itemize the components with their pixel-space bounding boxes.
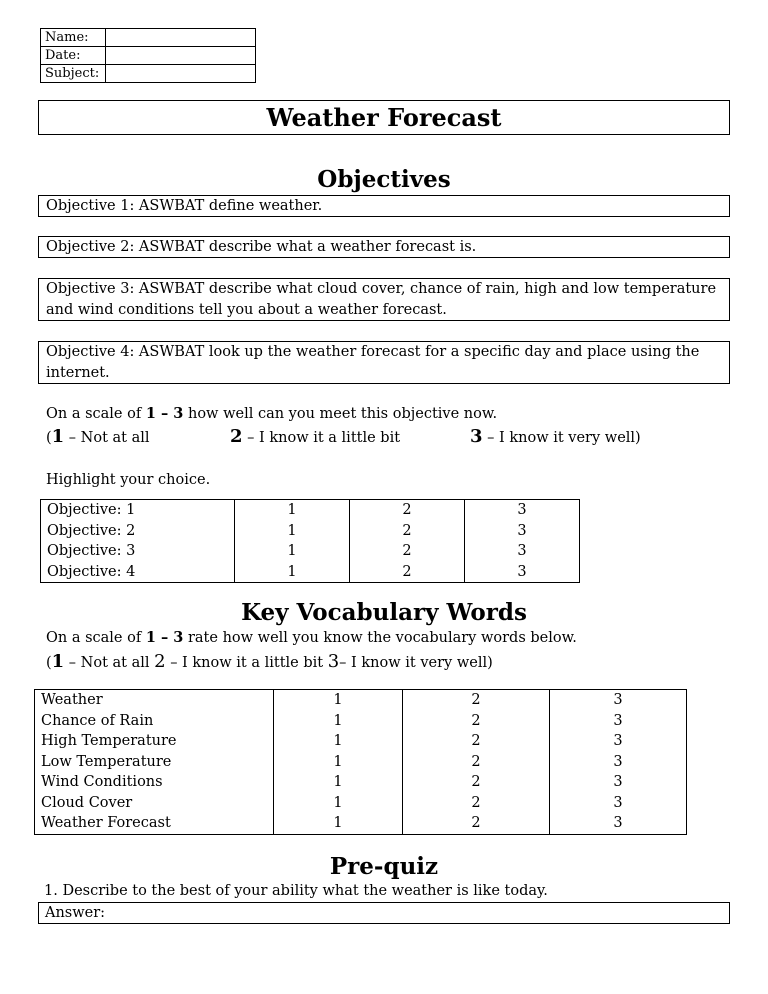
answer-box[interactable] xyxy=(38,902,730,924)
student-info-table xyxy=(40,28,256,83)
objective-3: Objective 3: ASWBAT describe what cloud cover, chance of rain, high and low temperature and wind conditions tell you about a weather forecast. xyxy=(38,278,730,321)
vocabulary-word: Chance of Rain xyxy=(35,711,274,732)
vocabulary-row xyxy=(35,711,687,732)
rating-option-3[interactable]: 3 xyxy=(550,690,687,711)
name-label: Name: xyxy=(41,29,106,47)
subject-field[interactable] xyxy=(106,65,256,83)
rating-option-3[interactable]: 3 xyxy=(550,731,687,752)
objective-rating-row xyxy=(41,500,580,521)
vocabulary-word: Weather Forecast xyxy=(35,813,274,834)
objective-1: Objective 1: ASWBAT define weather. xyxy=(38,195,730,217)
rating-option-1[interactable]: 1 xyxy=(274,813,403,834)
objective-rating-row xyxy=(41,541,580,562)
objective-rating-table xyxy=(40,499,580,583)
name-field[interactable] xyxy=(106,29,256,47)
rating-option-2[interactable]: 2 xyxy=(403,793,550,814)
prequiz-heading: Pre-quiz xyxy=(329,853,439,880)
objective-2: Objective 2: ASWBAT describe what a weather forecast is. xyxy=(38,236,730,258)
date-label: Date: xyxy=(41,47,106,65)
rating-option-1[interactable]: 1 xyxy=(274,793,403,814)
objective-rating-label: Objective: 2 xyxy=(41,521,235,542)
vocabulary-instruction: On a scale of 1 – 3 rate how well you know the vocabulary words below. xyxy=(46,629,577,646)
vocabulary-word: Cloud Cover xyxy=(35,793,274,814)
rating-option-3[interactable]: 3 xyxy=(550,711,687,732)
vocabulary-row xyxy=(35,752,687,773)
rating-option-1[interactable]: 1 xyxy=(235,500,350,521)
rating-option-3[interactable]: 3 xyxy=(550,793,687,814)
rating-option-1[interactable]: 1 xyxy=(274,690,403,711)
vocabulary-word: Weather xyxy=(35,690,274,711)
objective-4: Objective 4: ASWBAT look up the weather forecast for a specific day and place using the internet. xyxy=(38,341,730,384)
objectives-heading: Objectives xyxy=(317,166,451,193)
scale-legend-2: 2 – I know it a little bit xyxy=(230,426,401,447)
rating-option-1[interactable]: 1 xyxy=(274,731,403,752)
vocabulary-scale-legend: (1 – Not at all 2 – I know it a little bit 3– I know it very well) xyxy=(46,651,493,672)
vocabulary-row xyxy=(35,772,687,793)
prequiz-question: 1. Describe to the best of your ability what the weather is like today. xyxy=(44,883,548,899)
rating-option-2[interactable]: 2 xyxy=(350,500,465,521)
rating-option-2[interactable]: 2 xyxy=(403,690,550,711)
vocabulary-word: Wind Conditions xyxy=(35,772,274,793)
rating-option-3[interactable]: 3 xyxy=(465,521,580,542)
page-title: Weather Forecast xyxy=(38,100,730,135)
vocabulary-row xyxy=(35,731,687,752)
subject-label: Subject: xyxy=(41,65,106,83)
vocabulary-rating-table xyxy=(34,689,687,835)
rating-option-1[interactable]: 1 xyxy=(235,541,350,562)
rating-option-2[interactable]: 2 xyxy=(403,731,550,752)
date-field[interactable] xyxy=(106,47,256,65)
vocabulary-heading: Key Vocabulary Words xyxy=(241,599,527,626)
vocabulary-row xyxy=(35,793,687,814)
rating-option-3[interactable]: 3 xyxy=(465,541,580,562)
highlight-instruction: Highlight your choice. xyxy=(46,472,211,488)
objective-rating-label: Objective: 1 xyxy=(41,500,235,521)
vocabulary-row xyxy=(35,813,687,834)
rating-option-3[interactable]: 3 xyxy=(465,562,580,583)
rating-option-3[interactable]: 3 xyxy=(465,500,580,521)
scale-instruction: On a scale of 1 – 3 how well can you meet this objective now. xyxy=(46,405,498,422)
rating-option-3[interactable]: 3 xyxy=(550,752,687,773)
scale-legend-3: 3 – I know it very well) xyxy=(470,426,641,447)
vocabulary-word: Low Temperature xyxy=(35,752,274,773)
rating-option-3[interactable]: 3 xyxy=(550,813,687,834)
rating-option-2[interactable]: 2 xyxy=(403,752,550,773)
rating-option-1[interactable]: 1 xyxy=(235,521,350,542)
rating-option-2[interactable]: 2 xyxy=(350,562,465,583)
rating-option-3[interactable]: 3 xyxy=(550,772,687,793)
rating-option-2[interactable]: 2 xyxy=(403,772,550,793)
rating-option-1[interactable]: 1 xyxy=(274,752,403,773)
vocabulary-row xyxy=(35,690,687,711)
rating-option-2[interactable]: 2 xyxy=(350,521,465,542)
objective-rating-label: Objective: 4 xyxy=(41,562,235,583)
objective-rating-row xyxy=(41,562,580,583)
rating-option-2[interactable]: 2 xyxy=(403,813,550,834)
rating-option-2[interactable]: 2 xyxy=(403,711,550,732)
answer-label: Answer: xyxy=(45,905,106,921)
objective-rating-row xyxy=(41,521,580,542)
rating-option-1[interactable]: 1 xyxy=(274,772,403,793)
objective-rating-label: Objective: 3 xyxy=(41,541,235,562)
vocabulary-word: High Temperature xyxy=(35,731,274,752)
rating-option-1[interactable]: 1 xyxy=(235,562,350,583)
rating-option-1[interactable]: 1 xyxy=(274,711,403,732)
scale-legend: (1 – Not at all xyxy=(46,426,150,447)
rating-option-2[interactable]: 2 xyxy=(350,541,465,562)
